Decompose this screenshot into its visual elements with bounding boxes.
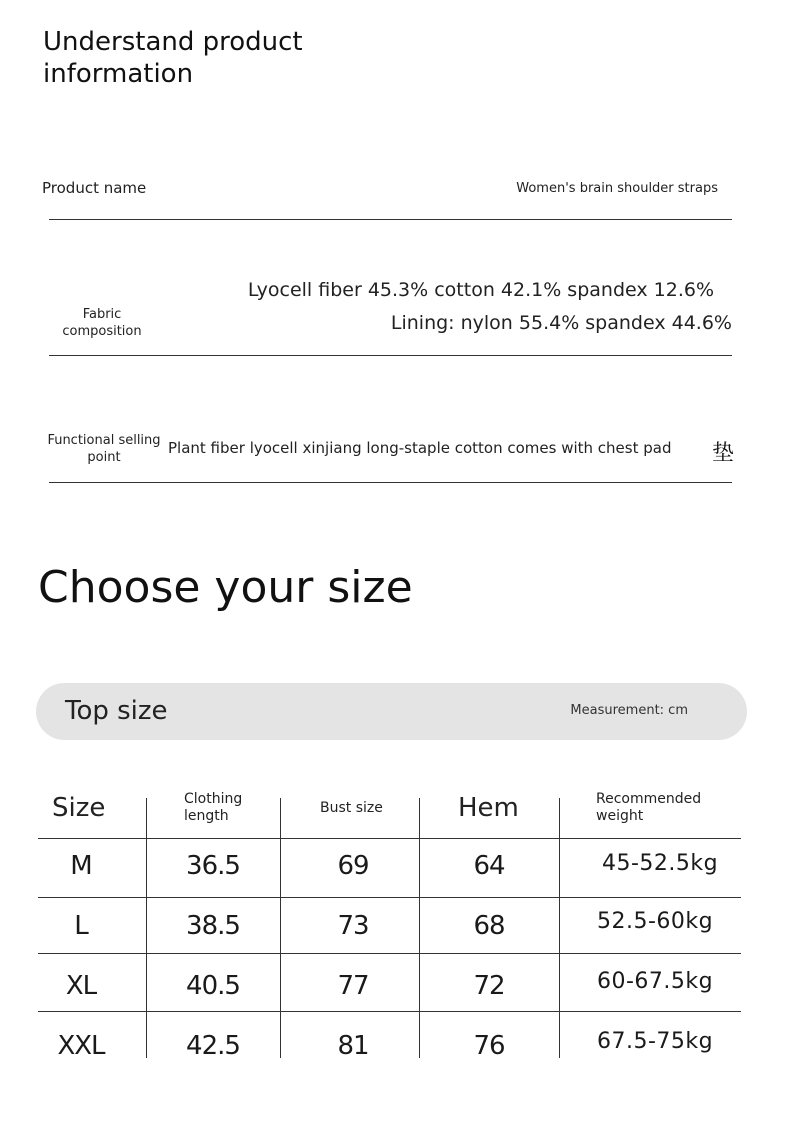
fabric-composition-label: Fabric composition bbox=[62, 307, 142, 339]
selling-point-value: Plant fiber lyocell xinjiang long-staple cotton comes with chest pad bbox=[168, 439, 672, 457]
row-divider bbox=[38, 1011, 741, 1012]
column-divider bbox=[559, 798, 560, 1058]
fabric-composition-line-1: Lyocell fiber 45.3% cotton 42.1% spandex 12.6% bbox=[247, 279, 714, 301]
product-name-label: Product name bbox=[42, 179, 147, 197]
bust-size-cell: 77 bbox=[337, 971, 369, 1001]
row-divider bbox=[38, 897, 741, 898]
clothing-length-cell: 40.5 bbox=[186, 971, 240, 1001]
info-section-title: Understand product information bbox=[43, 27, 303, 89]
selling-point-label: Functional selling point bbox=[47, 433, 161, 465]
size-cell: XL bbox=[65, 971, 97, 1001]
row-divider bbox=[49, 482, 732, 483]
header-bust-size: Bust size bbox=[320, 800, 383, 816]
bust-size-cell: 69 bbox=[337, 851, 369, 881]
top-size-banner bbox=[36, 683, 747, 740]
row-divider bbox=[49, 219, 732, 220]
row-divider bbox=[38, 838, 741, 839]
hem-cell: 68 bbox=[473, 911, 505, 941]
clothing-length-cell: 36.5 bbox=[186, 851, 240, 881]
weight-cell: 52.5-60kg bbox=[597, 909, 714, 934]
fabric-composition-line-2: Lining: nylon 55.4% spandex 44.6% bbox=[390, 312, 732, 334]
size-section-title: Choose your size bbox=[38, 562, 413, 613]
hem-cell: 64 bbox=[473, 851, 505, 881]
bust-size-cell: 81 bbox=[337, 1031, 369, 1061]
size-cell: L bbox=[74, 911, 88, 941]
product-name-value: Women's brain shoulder straps bbox=[516, 181, 718, 196]
hem-cell: 76 bbox=[473, 1031, 505, 1061]
hem-cell: 72 bbox=[473, 971, 505, 1001]
row-divider bbox=[49, 355, 732, 356]
weight-cell: 60-67.5kg bbox=[597, 969, 714, 994]
measurement-unit: Measurement: cm bbox=[570, 703, 688, 718]
row-divider bbox=[38, 953, 741, 954]
clothing-length-cell: 42.5 bbox=[186, 1031, 240, 1061]
selling-point-trailing-glyph: 垫 bbox=[712, 441, 735, 466]
weight-cell: 67.5-75kg bbox=[597, 1029, 714, 1054]
header-hem: Hem bbox=[458, 793, 519, 823]
header-clothing-length: Clothing length bbox=[184, 791, 243, 824]
top-size-title: Top size bbox=[65, 696, 168, 726]
header-size: Size bbox=[52, 793, 106, 823]
size-cell: M bbox=[70, 851, 92, 881]
bust-size-cell: 73 bbox=[337, 911, 369, 941]
weight-cell: 45-52.5kg bbox=[602, 851, 719, 876]
size-cell: XXL bbox=[57, 1031, 105, 1061]
clothing-length-cell: 38.5 bbox=[186, 911, 240, 941]
header-recommended-weight: Recommended weight bbox=[596, 791, 702, 824]
